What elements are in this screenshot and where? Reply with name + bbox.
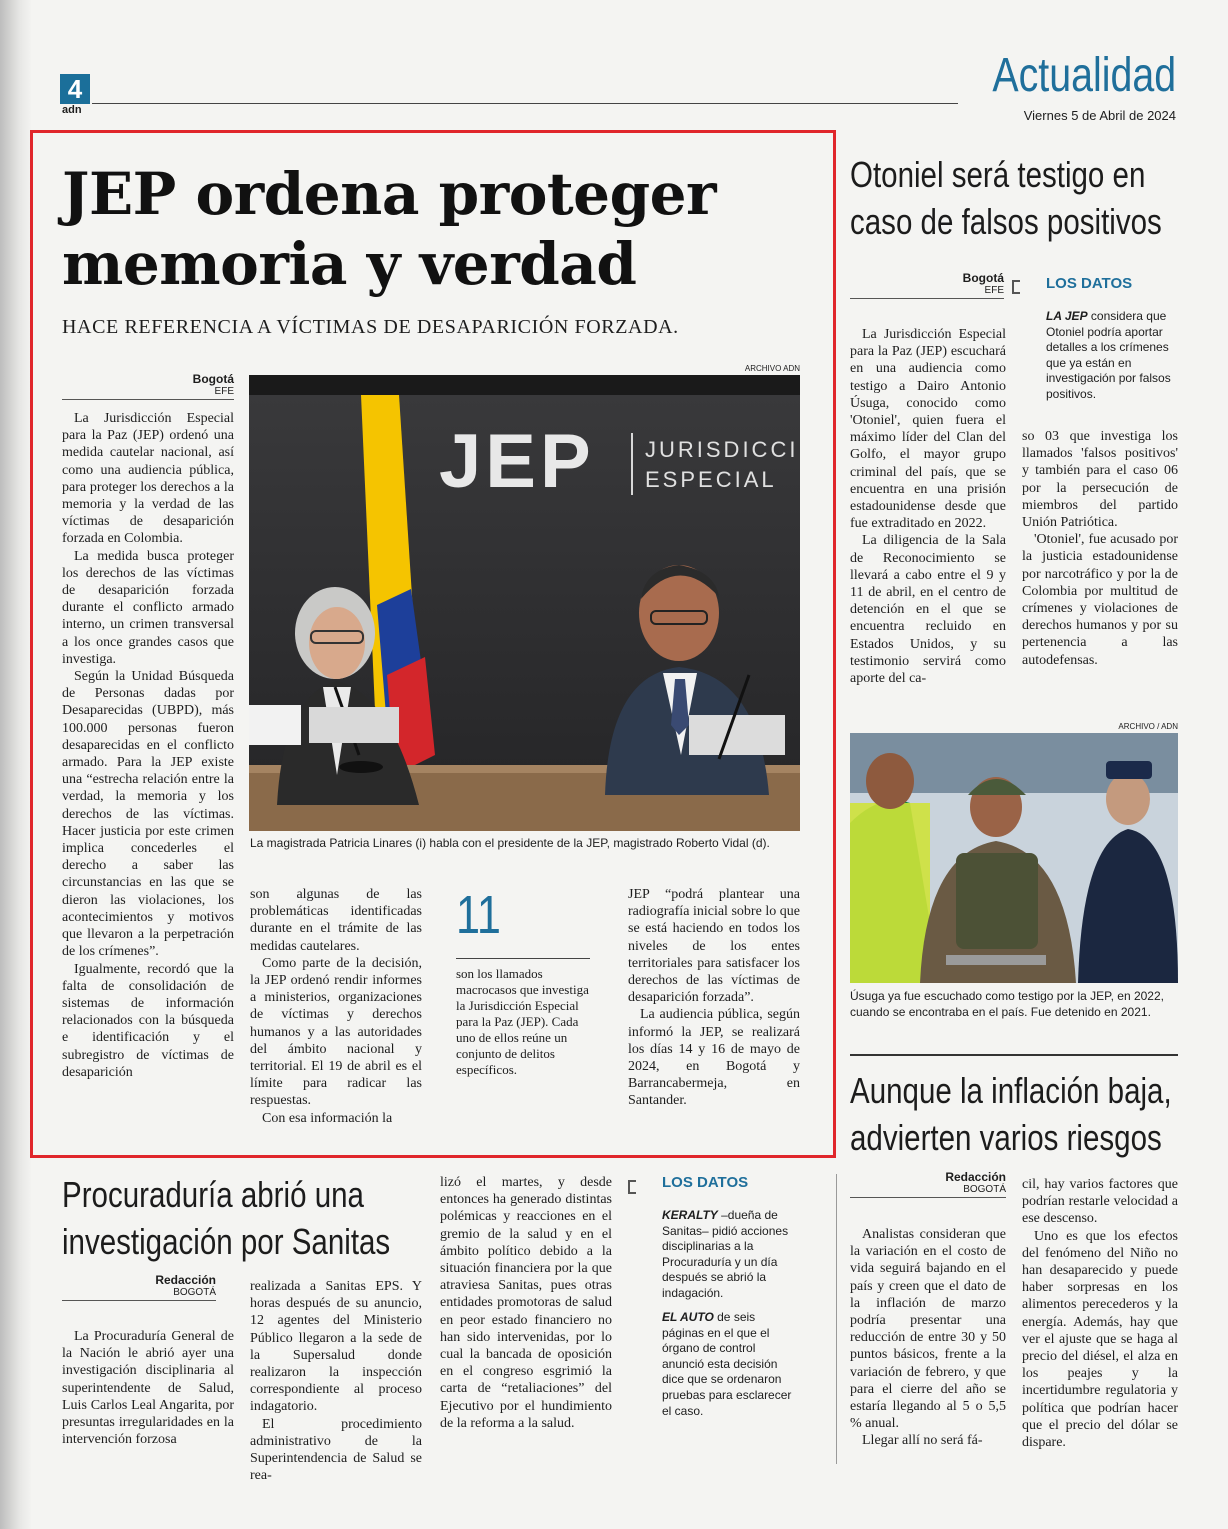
paragraph: Según la Unidad Búsqueda de Personas dadas por Desaparecidas (UBPD), más 100.000 personas fueron desaparecidas en el conflicto armado. Para la JEP existe una “estrecha relación entre la verdad, la memoria y los derechos de las víctimas. Hacer justicia por este crimen implica concederles el derecho a saber las circunstancias en las que se dieron las violaciones, los acontecimientos y motivos que llevaron a la perpetración de los crímenes”.: [62, 669, 234, 960]
paragraph: La medida busca proteger los derechos de las víctimas de desaparición forzada durante el conflicto armado interno, un crimen transversal a los once grandes casos que investiga.: [62, 548, 234, 667]
procuraduria-column-3: [440, 1174, 612, 1432]
otoniel-headline: [850, 152, 1162, 246]
header-rule: [92, 103, 958, 104]
byline-city: Bogotá: [962, 271, 1004, 285]
issue-date: Viernes 5 de Abril de 2024: [1023, 108, 1176, 123]
inflacion-column-1: [850, 1226, 1006, 1450]
paragraph: Llegar allí no será fá-: [862, 1433, 983, 1449]
column-divider: [836, 1174, 837, 1464]
procuraduria-headline-line1: Procuraduría abrió una: [62, 1174, 364, 1215]
stat-number: 11: [456, 885, 501, 945]
byline-source: EFE: [62, 386, 234, 400]
paragraph: Como parte de la decisión, la JEP ordenó rendir informes a ministerios, organizaciones de víctimas y derechos humanos y a las autoridades del ámbito nacional y territorial. El 19 de abril es el límite para radicar las respuestas.: [250, 955, 422, 1109]
otoniel-headline-line2: caso de falsos positivos: [850, 200, 1162, 242]
page-shadow-edge: [0, 0, 32, 1529]
paragraph: La diligencia de la Sala de Reconocimiento se llevará a cabo entre el 9 y 11 de abril, en el centro de detención en el que se encuentra recluido en Estados Unidos, y su testimonio servirá como aporte del ca-: [850, 533, 1006, 687]
otoniel-photo: [850, 733, 1178, 983]
paragraph: lizó el martes, y desde entonces ha generado distintas polémicas y reacciones en el gremio de la salud y en el ámbito político debido a la situación financiera por la que atraviesa Sanitas, pues otras entidades promotoras de salud en peor estado financiero no han sido intervenidas, por lo cual la bancada de oposición en el congreso esgrimió la carta de “retaliaciones” del Ejecutivo por el hundimiento de la reforma a la salud.: [440, 1175, 612, 1431]
procuraduria-byline: [62, 1273, 216, 1301]
main-headline-line2: memoria y verdad: [62, 229, 637, 298]
datos-lead: KERALTY: [662, 1208, 718, 1222]
jep-hearing-photo: [249, 375, 800, 831]
datos-body: considera que Otoniel podría aportar detalles a los crímenes que ya están en investigación por falsos positivos.: [1046, 309, 1171, 401]
otoniel-column-2: [1022, 428, 1178, 669]
byline-city: Redacción: [945, 1170, 1006, 1184]
otoniel-headline-line1: Otoniel será testigo en: [850, 154, 1146, 195]
stat-text: son los llamados macrocasos que investiga la Jurisdicción Especial para la Paz (JEP). Cada uno de ellos reúne un conjunto de delitos específicos.: [456, 966, 589, 1077]
procuraduria-column-1: [62, 1328, 234, 1448]
paragraph: so 03 que investiga los llamados 'falsos positivos' y también para el caso 06 por la persecución de miembros del partido Unión Patriótica.: [1022, 429, 1178, 531]
datos-lead: LA JEP: [1046, 309, 1088, 323]
brand-logo: adn: [62, 104, 82, 116]
procuraduria-headline: [62, 1172, 390, 1266]
main-headline-line1: JEP ordena proteger: [62, 160, 717, 228]
otoniel-datos-text: [1046, 309, 1176, 403]
datos-bracket: [1012, 280, 1020, 294]
otoniel-datos-title: LOS DATOS: [1046, 275, 1133, 292]
inflacion-headline-line1: Aunque la inflación baja,: [850, 1070, 1172, 1111]
paragraph: Analistas consideran que la variación en el costo de vida seguirá bajando en el país y creen que el dato de la inflación de marzo podría presentar una reducción de entre 30 y 50 puntos básicos, frente a la variación de febrero, y que para el cierre del año se estaría llegando al 5 o 5,5 % anual.: [850, 1227, 1006, 1432]
inflacion-column-2: [1022, 1176, 1178, 1451]
otoniel-byline: [850, 271, 1004, 299]
main-deck: HACE REFERENCIA A VÍCTIMAS DE DESAPARICIÓN FORZADA.: [62, 316, 679, 338]
page-number: 4: [60, 74, 90, 104]
main-column-3: [628, 886, 800, 1110]
paragraph: La Jurisdicción Especial para la Paz (JEP) ordenó una medida cautelar nacional, así como una audiencia pública, para proteger los derechos a la memoria y la verdad de las víctimas de desaparición forzada en Colombia.: [62, 411, 234, 547]
paragraph: son algunas de las problemáticas identificadas durante en el trámite de las medidas cautelares.: [250, 887, 422, 954]
sign-line-1: JURISDICCI: [645, 437, 799, 462]
paragraph: La Procuraduría General de la Nación le abrió ayer una investigación disciplinaria al superintendente de Salud, Luis Carlos Leal Angarita, por presuntas irregularidades en la intervención forzosa: [62, 1329, 234, 1448]
main-column-1: [62, 410, 234, 1081]
main-byline: [62, 372, 234, 400]
paragraph: La audiencia pública, según informó la JEP, se realizará los días 14 y 16 de mayo de 2024, en Bogotá y Barrancabermeja, en Santander.: [628, 1007, 800, 1109]
bulletproof-vest: [956, 853, 1038, 949]
byline-city: Bogotá: [192, 372, 234, 386]
procuraduria-column-2: [250, 1278, 422, 1484]
sign-jep: JEP: [439, 419, 595, 504]
paragraph: Igualmente, recordó que la falta de consolidación de sistemas de información relacionados con la búsqueda e identificación y el subregistro de víctimas de desaparición: [62, 961, 234, 1080]
main-column-2: [250, 886, 422, 1127]
byline-source: EFE: [850, 285, 1004, 299]
procuraduria-datos-title: LOS DATOS: [662, 1174, 749, 1191]
byline-source: BOGOTÁ: [62, 1287, 216, 1301]
datos-body: de seis páginas en el que el órgano de control anunció esta decisión dice que se ordenaron pruebas para esclarecer el caso.: [662, 1310, 792, 1418]
otoniel-photo-credit: ARCHIVO / ADN: [1118, 722, 1178, 731]
otoniel-photo-caption: Úsuga ya fue escuchado como testigo por la JEP, en 2022, cuando se encontraba en el país. Fue detenido en 2021.: [850, 989, 1164, 1019]
paragraph: Uno es que los efectos del fenómeno del Niño no han desaparecido y puede haber sorpresas en los alimentos perecederos y la energía. Además, hay que ver el ajuste que se haga al precio del diésel, el alza en los peajes y la incertidumbre regulatoria y política que podrían hacer que el precio del dólar se dispare.: [1022, 1228, 1178, 1451]
main-photo-caption: La magistrada Patricia Linares (i) habla con el presidente de la JEP, magistrado Roberto Vidal (d).: [250, 836, 770, 850]
inflacion-byline: [850, 1170, 1006, 1198]
main-headline: [62, 160, 822, 299]
section-title: Actualidad: [992, 49, 1176, 102]
inflacion-rule: [850, 1054, 1178, 1056]
paragraph: 'Otoniel', fue acusado por la justicia estadounidense por narcotráfico y por la de Colombia por multitud de crímenes y violaciones de derechos humanos y por su pertenencia a las autodefensas.: [1022, 532, 1178, 668]
stat-rule: [456, 958, 590, 959]
paragraph: cil, hay varios factores que podrían restarle velocidad a ese descenso.: [1022, 1177, 1178, 1227]
paragraph: JEP “podrá plantear una radiografía inicial sobre lo que se está haciendo en todos los niveles de los entes territoriales para satisfacer los derechos de las víctimas de desaparición forzada”.: [628, 887, 800, 1006]
paragraph: El procedimiento administrativo de la Superintendencia de Salud se rea-: [250, 1416, 422, 1484]
datos-bracket: [628, 1180, 636, 1194]
datos-lead: EL AUTO: [662, 1310, 714, 1324]
inflacion-headline-line2: advierten varios riesgos: [850, 1116, 1162, 1158]
procuraduria-datos-1: [662, 1208, 792, 1302]
sign-line-2: ESPECIAL: [645, 467, 777, 492]
otoniel-column-1: [850, 326, 1006, 687]
byline-source: BOGOTÁ: [850, 1184, 1006, 1198]
procuraduria-datos-2: [662, 1310, 792, 1419]
datos-body: –dueña de Sanitas– pidió acciones disciplinarias a la Procuraduría y un día después se abrió la indagación.: [662, 1208, 789, 1300]
paragraph: La Jurisdicción Especial para la Paz (JEP) escuchará en una audiencia como testigo a Dairo Antonio Úsuga, conocido como 'Otoniel', quien fuera el máximo líder del Clan del Golfo, el mayor grupo criminal del país, que se encuentra en una prisión estadounidense desde que fue extraditado en 2022.: [850, 327, 1006, 532]
photo-credit: ARCHIVO ADN: [744, 364, 800, 373]
paragraph: Con esa información la: [262, 1110, 393, 1126]
procuraduria-headline-line2: investigación por Sanitas: [62, 1220, 391, 1262]
paragraph: realizada a Sanitas EPS. Y horas después de su anuncio, 12 agentes del Ministerio Público llegaron a la sede de la Supersalud donde realizaron la inspección correspondiente al proceso indagatorio.: [250, 1279, 422, 1415]
inflacion-headline: [850, 1068, 1172, 1162]
byline-city: Redacción: [155, 1273, 216, 1287]
